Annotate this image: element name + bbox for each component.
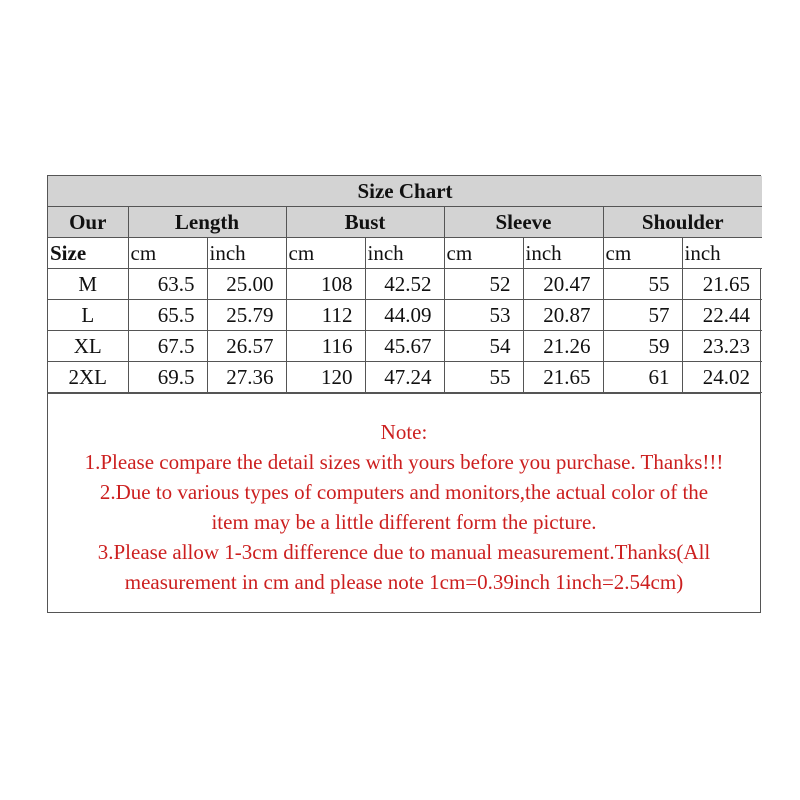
size-cell: XL [48, 331, 128, 362]
unit-header: cm [128, 238, 207, 269]
value-cell: 44.09 [365, 300, 444, 331]
value-cell: 23.23 [682, 331, 762, 362]
table-row [48, 300, 762, 331]
group-header-bust: Bust [286, 207, 444, 238]
unit-header: cm [286, 238, 365, 269]
value-cell: 26.57 [207, 331, 286, 362]
size-header-bottom: Size [48, 238, 128, 269]
unit-header: inch [682, 238, 762, 269]
note-line: 2.Due to various types of computers and monitors,the actual color of the [99, 480, 709, 504]
unit-header: cm [603, 238, 682, 269]
value-cell: 25.79 [207, 300, 286, 331]
value-cell: 65.5 [128, 300, 207, 331]
size-header-top: Our [48, 207, 128, 238]
unit-header: inch [207, 238, 286, 269]
notes-heading: Note: [380, 420, 428, 444]
size-cell: 2XL [48, 362, 128, 393]
size-cell: L [48, 300, 128, 331]
chart-title: Size Chart [48, 176, 762, 207]
value-cell: 54 [444, 331, 523, 362]
value-cell: 120 [286, 362, 365, 393]
value-cell: 25.00 [207, 269, 286, 300]
unit-header: inch [523, 238, 603, 269]
value-cell: 108 [286, 269, 365, 300]
value-cell: 45.67 [365, 331, 444, 362]
value-cell: 20.87 [523, 300, 603, 331]
unit-header: inch [365, 238, 444, 269]
size-cell: M [48, 269, 128, 300]
value-cell: 67.5 [128, 331, 207, 362]
group-header-length: Length [128, 207, 286, 238]
value-cell: 53 [444, 300, 523, 331]
value-cell: 116 [286, 331, 365, 362]
note-line: item may be a little different form the picture. [211, 510, 597, 534]
table-row [48, 269, 762, 300]
value-cell: 59 [603, 331, 682, 362]
table-row [48, 331, 762, 362]
value-cell: 63.5 [128, 269, 207, 300]
value-cell: 47.24 [365, 362, 444, 393]
note-line: measurement in cm and please note 1cm=0.39inch 1inch=2.54cm) [124, 570, 684, 594]
value-cell: 112 [286, 300, 365, 331]
value-cell: 55 [444, 362, 523, 393]
value-cell: 57 [603, 300, 682, 331]
value-cell: 52 [444, 269, 523, 300]
value-cell: 27.36 [207, 362, 286, 393]
size-chart [47, 175, 761, 613]
note-line: 1.Please compare the detail sizes with yours before you purchase. Thanks!!! [84, 450, 724, 474]
table-row [48, 362, 762, 393]
notes-section [48, 393, 760, 597]
value-cell: 22.44 [682, 300, 762, 331]
note-line: 3.Please allow 1-3cm difference due to manual measurement.Thanks(All [97, 540, 711, 564]
value-cell: 55 [603, 269, 682, 300]
value-cell: 61 [603, 362, 682, 393]
value-cell: 24.02 [682, 362, 762, 393]
value-cell: 21.65 [682, 269, 762, 300]
value-cell: 69.5 [128, 362, 207, 393]
value-cell: 21.65 [523, 362, 603, 393]
value-cell: 21.26 [523, 331, 603, 362]
group-header-shoulder: Shoulder [603, 207, 762, 238]
unit-header: cm [444, 238, 523, 269]
group-header-sleeve: Sleeve [444, 207, 603, 238]
value-cell: 42.52 [365, 269, 444, 300]
size-table [48, 176, 762, 393]
value-cell: 20.47 [523, 269, 603, 300]
